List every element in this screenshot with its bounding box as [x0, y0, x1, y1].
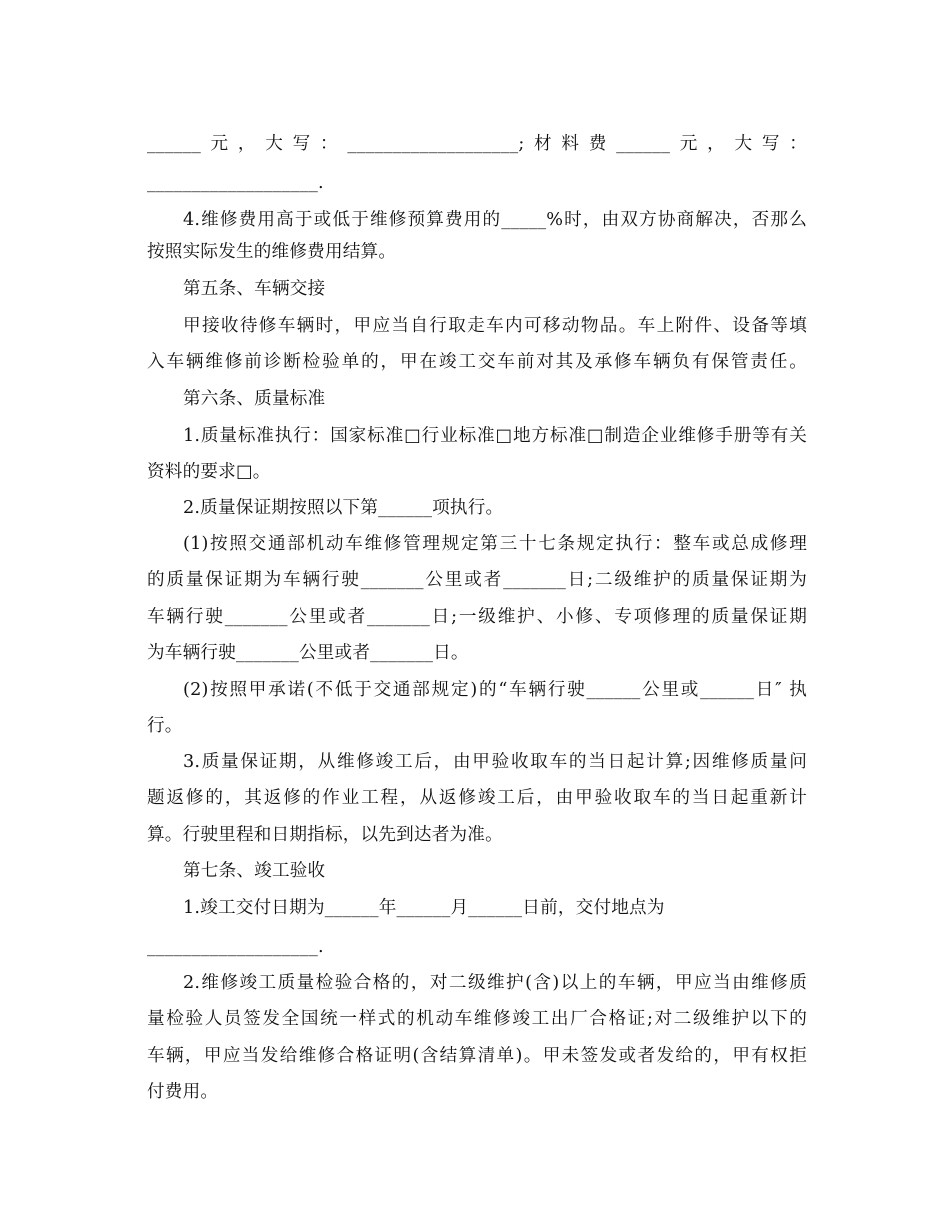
text-line: 为车辆行驶_______公里或者_______日。: [147, 643, 469, 663]
text-line: 题返修的，其返修的作业工程，从返修竣工后，由甲验收取车的当日起重新计: [147, 788, 807, 808]
text-line: 入车辆维修前诊断检验单的，甲在竣工交车前对其及承修车辆负有保管责任。: [147, 352, 807, 372]
text-line: 2.维修竣工质量检验合格的，对二级维护(含)以上的车辆，甲应当由维修质: [183, 973, 807, 993]
text-line: 车辆行驶_______公里或者_______日;一级维护、小修、专项修理的质量保证期: [147, 607, 807, 627]
text-line: 按照实际发生的维修费用结算。: [147, 242, 397, 262]
text-line: (1)按照交通部机动车维修管理规定第三十七条规定执行：整车或总成修理: [183, 534, 807, 554]
text-line: 量检验人员签发全国统一样式的机动车维修竣工出厂合格证;对二级维护以下的: [147, 1009, 807, 1029]
section-heading: 第五条、车辆交接: [183, 279, 326, 299]
section-heading: 第六条、质量标准: [183, 389, 326, 409]
text-line: 2.质量保证期按照以下第______项执行。: [183, 498, 504, 518]
text-line: 甲接收待修车辆时，甲应当自行取走车内可移动物品。车上附件、设备等填: [183, 316, 807, 336]
text-line: ______元，大写：___________________;材料费______元，大写：: [147, 134, 807, 154]
text-line: 4.维修费用高于或低于维修预算费用的_____%时，由双方协商解决，否那么: [183, 210, 807, 230]
text-line: ___________________.: [147, 937, 324, 957]
text-line: ___________________.: [147, 173, 324, 193]
text-line: 付费用。: [147, 1082, 219, 1102]
text-line: 资料的要求□。: [147, 462, 271, 482]
text-line: 3.质量保证期，从维修竣工后，由甲验收取车的当日起计算;因维修质量问: [183, 752, 807, 772]
text-line: (2)按照甲承诺(不低于交通部规定)的“车辆行驶______公里或______日″ 执: [183, 680, 807, 700]
text-line: 行。: [147, 716, 183, 736]
text-line: 车辆，甲应当发给维修合格证明(含结算清单)。甲未签发或者发给的，甲有权拒: [147, 1046, 807, 1066]
text-line: 1.质量标准执行：国家标准□行业标准□地方标准□制造企业维修手册等有关: [183, 426, 807, 446]
text-line: 的质量保证期为车辆行驶_______公里或者_______日;二级维护的质量保证期为: [147, 570, 807, 590]
text-line: 1.竣工交付日期为______年______月______日前，交付地点为: [183, 898, 665, 918]
section-heading: 第七条、竣工验收: [183, 861, 326, 881]
text-line: 算。行驶里程和日期指标，以先到达者为准。: [147, 825, 503, 845]
